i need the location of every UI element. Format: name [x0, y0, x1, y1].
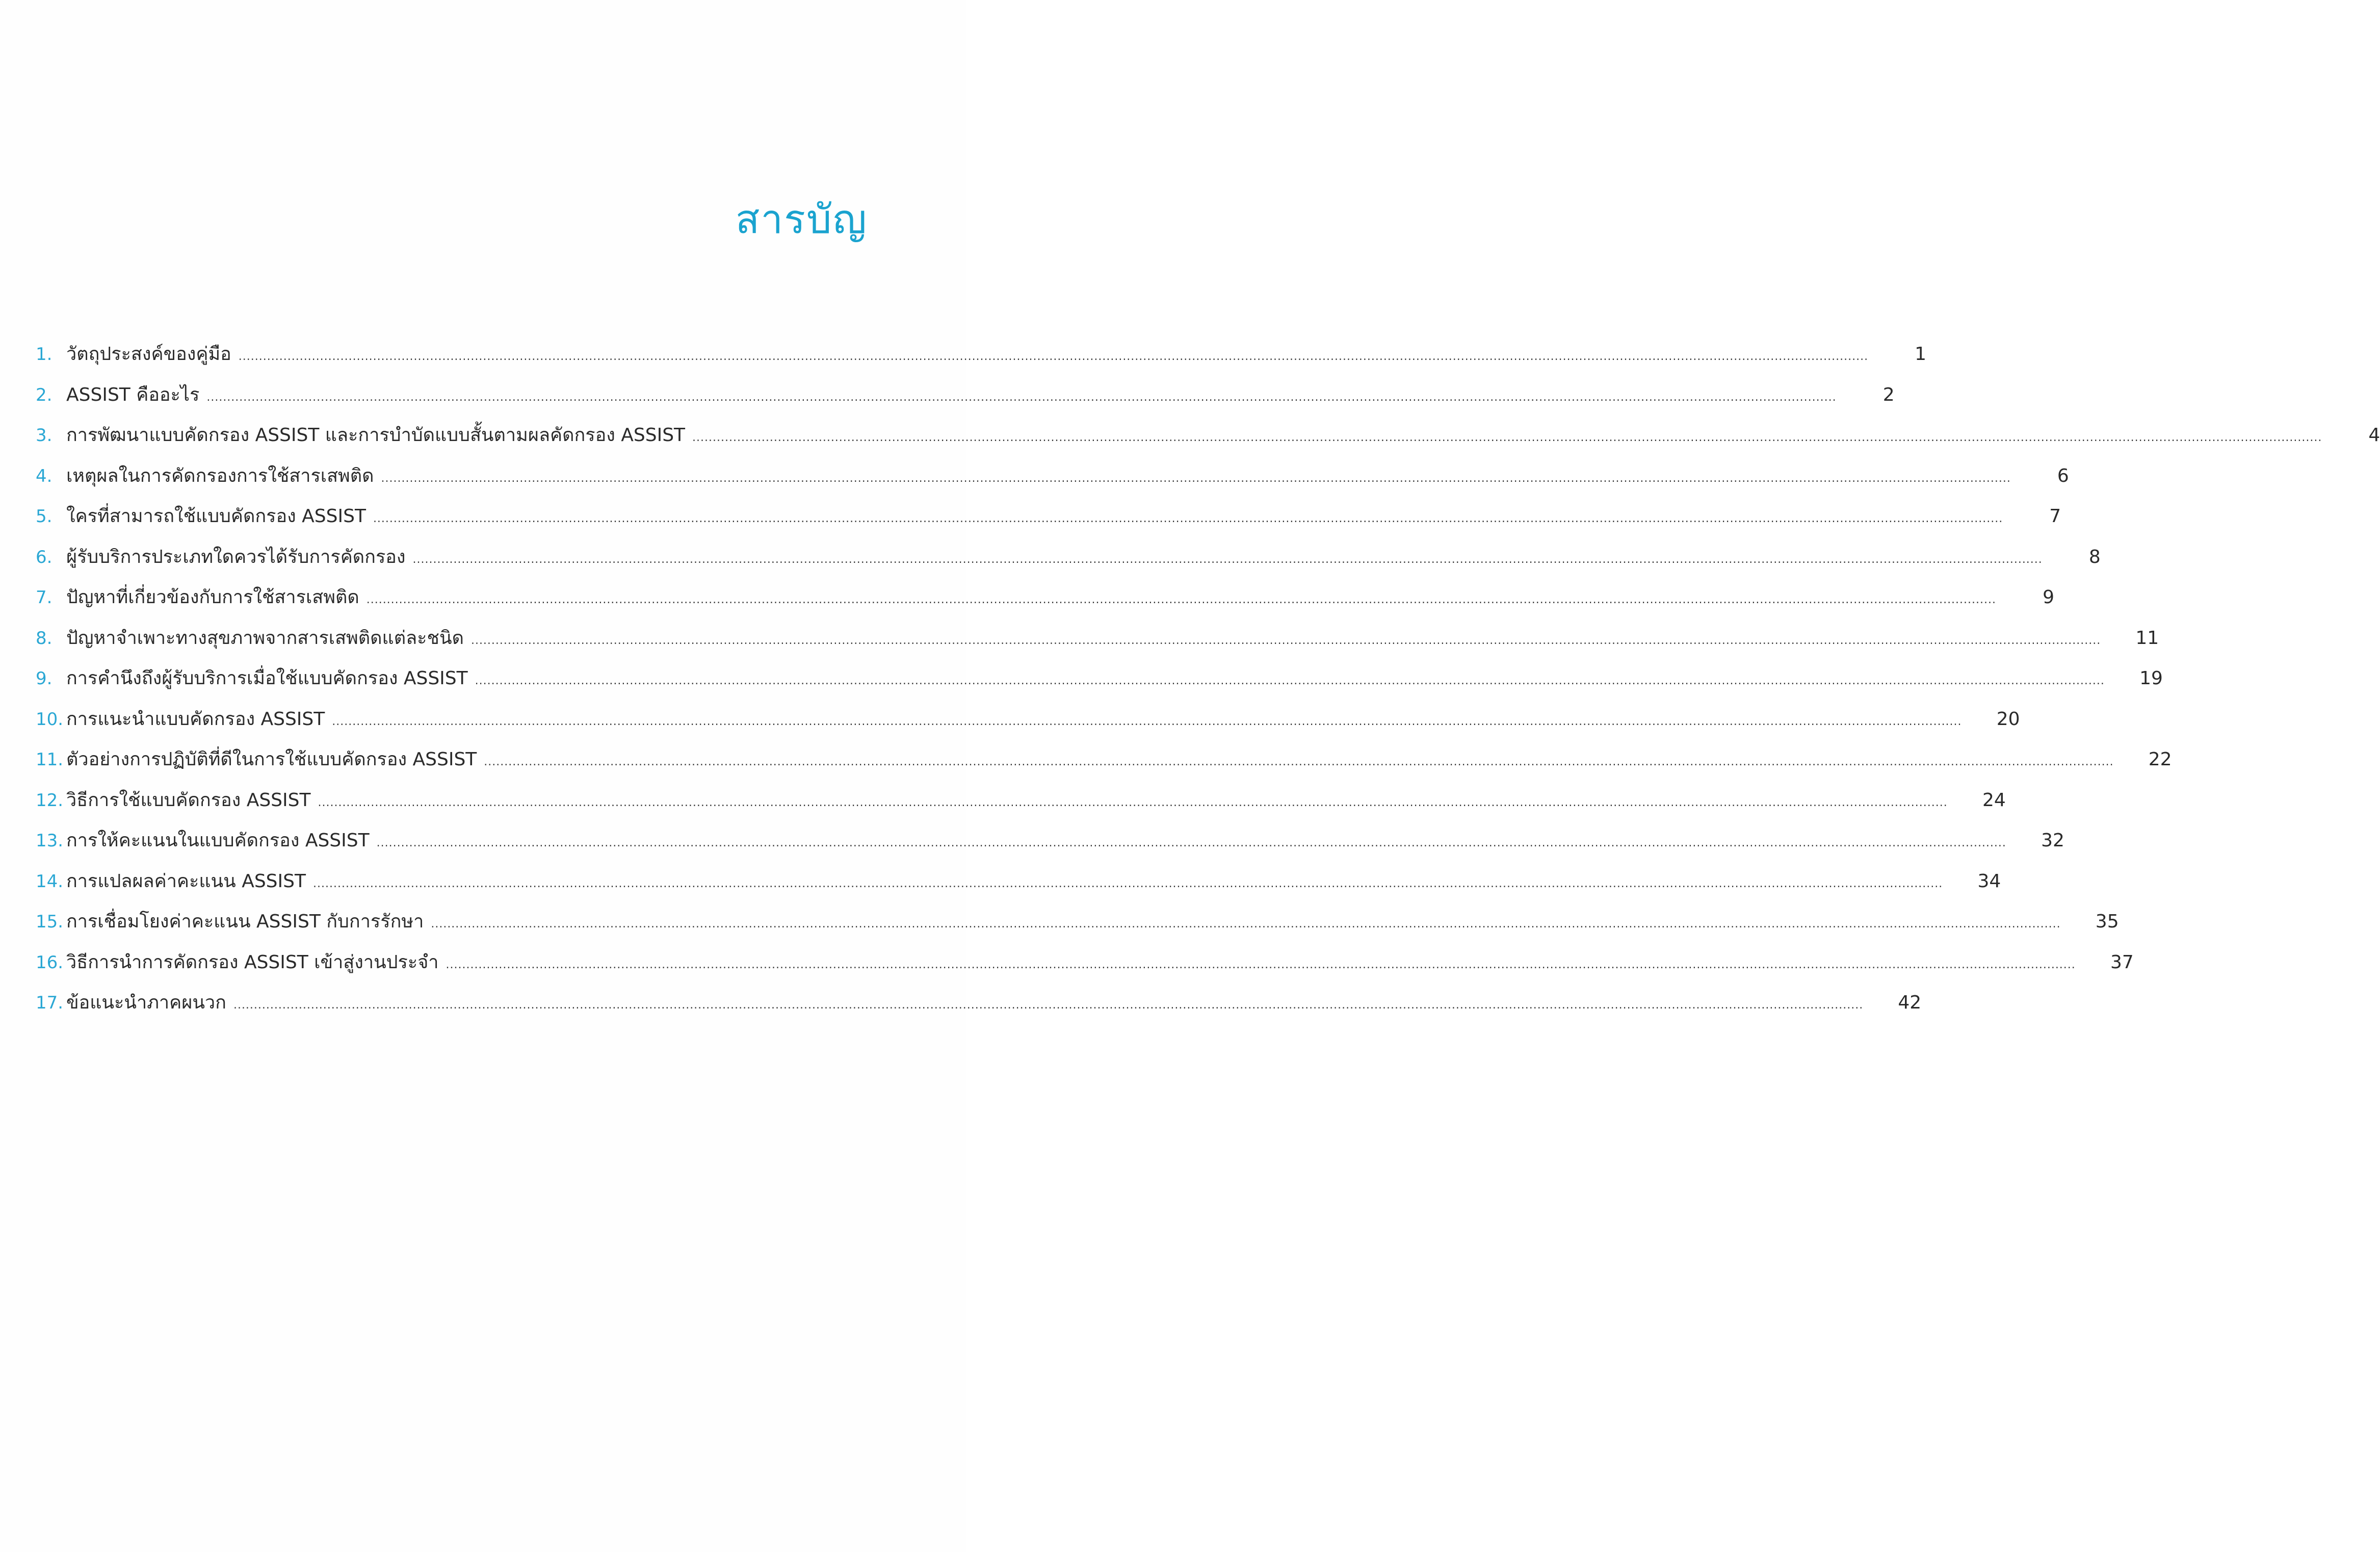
toc-entry [36, 456, 2069, 497]
toc-entry [36, 820, 2064, 861]
toc-entry [36, 375, 1895, 416]
toc-leader-dots: ................................................................................................................................................................................................................................................................................................................................................................................................................ [318, 796, 1948, 809]
toc-entry-number: 8. [36, 628, 53, 649]
toc-entry-page: 7 [2049, 506, 2061, 527]
toc-entry-number: 1. [36, 344, 53, 365]
toc-entry [36, 537, 2101, 578]
toc-leader-dots: ................................................................................................................................................................................................................................................................................................................................................................................................................ [692, 431, 2322, 444]
toc-entry-page: 11 [2135, 627, 2159, 649]
toc-leader-dots: ................................................................................................................................................................................................................................................................................................................................................................................................................ [373, 512, 2003, 525]
toc-entry [36, 780, 2006, 821]
toc-leader-dots: ................................................................................................................................................................................................................................................................................................................................................................................................................ [313, 877, 1943, 890]
toc-leader-dots: ................................................................................................................................................................................................................................................................................................................................................................................................................ [484, 756, 2114, 768]
toc-entry-title: การให้คะแนนในแบบคัดกรอง ASSIST [66, 830, 370, 851]
toc-entry [36, 861, 2001, 902]
toc-entry-number: 14. [36, 871, 64, 892]
toc-leader-dots: ................................................................................................................................................................................................................................................................................................................................................................................................................ [376, 837, 2006, 849]
toc-entry-title: ASSIST คืออะไร [66, 384, 200, 405]
toc-entry-page: 6 [2057, 465, 2069, 486]
toc-entry-number: 12. [36, 790, 64, 811]
toc-entry [36, 699, 2020, 740]
toc-leader-dots: ................................................................................................................................................................................................................................................................................................................................................................................................................ [238, 350, 1869, 363]
toc-entry [36, 658, 2163, 699]
toc-entry-number: 6. [36, 547, 53, 567]
toc-leader-dots: ................................................................................................................................................................................................................................................................................................................................................................................................................ [475, 675, 2105, 687]
toc-entry-title: วิธีการนำการคัดกรอง ASSIST เข้าสู่งานประจำ [66, 951, 439, 973]
toc-entry-page: 22 [2148, 749, 2172, 770]
toc-entry-title: การแปลผลค่าคะแนน ASSIST [66, 870, 306, 892]
toc-leader-dots: ................................................................................................................................................................................................................................................................................................................................................................................................................ [332, 715, 1962, 728]
toc-entry-number: 13. [36, 831, 64, 851]
toc-entry-page: 35 [2095, 911, 2119, 932]
toc-entry-title: ตัวอย่างการปฏิบัติที่ดีในการใช้แบบคัดกรอง ASSIST [66, 749, 477, 770]
toc-leader-dots: ................................................................................................................................................................................................................................................................................................................................................................................................................ [470, 634, 2101, 647]
toc-entry [36, 334, 1927, 375]
toc-entry-number: 3. [36, 425, 53, 446]
toc-entry [36, 496, 2061, 537]
toc-entry-title: วิธีการใช้แบบคัดกรอง ASSIST [66, 789, 311, 811]
toc-leader-dots: ................................................................................................................................................................................................................................................................................................................................................................................................................ [412, 553, 2043, 566]
toc-entry-number: 11. [36, 749, 64, 770]
toc-entry-page: 1 [1915, 344, 1927, 365]
toc-entry-number: 15. [36, 912, 64, 932]
page-title: สารบัญ [735, 197, 868, 243]
toc-entry-number: 9. [36, 668, 53, 689]
toc-entry-page: 20 [1996, 708, 2020, 730]
toc-entry-number: 5. [36, 506, 53, 527]
toc-entry-title: ข้อแนะนำภาคผนวก [66, 992, 226, 1013]
toc-entry-page: 8 [2088, 546, 2101, 567]
toc-entry-title: การเชื่อมโยงค่าคะแนน ASSIST กับการรักษา [66, 911, 424, 932]
toc-entry [36, 415, 2380, 456]
toc-entry-title: การพัฒนาแบบคัดกรอง ASSIST และการบำบัดแบบสั้นตามผลคัดกรอง ASSIST [66, 425, 686, 446]
toc-entry-title: ปัญหาที่เกี่ยวข้องกับการใช้สารเสพติด [66, 587, 359, 608]
toc-entry-number: 2. [36, 384, 53, 405]
toc-entry-page: 19 [2139, 668, 2163, 689]
toc-entry-page: 24 [1982, 789, 2006, 811]
toc-entry-page: 32 [2041, 830, 2064, 851]
toc-leader-dots: ................................................................................................................................................................................................................................................................................................................................................................................................................ [446, 958, 2076, 971]
toc-entry [36, 901, 2119, 942]
toc-entry [36, 618, 2159, 659]
toc-entry [36, 739, 2172, 780]
toc-leader-dots: ................................................................................................................................................................................................................................................................................................................................................................................................................ [381, 472, 2011, 485]
toc-entry-title: ปัญหาจำเพาะทางสุขภาพจากสารเสพติดแต่ละชนิด [66, 627, 464, 649]
toc-entry-number: 4. [36, 465, 53, 486]
toc-entry-page: 34 [1977, 870, 2001, 892]
toc-entry-title: การแนะนำแบบคัดกรอง ASSIST [66, 708, 325, 730]
toc-leader-dots: ................................................................................................................................................................................................................................................................................................................................................................................................................ [431, 918, 2061, 930]
toc-entry-page: 9 [2043, 587, 2054, 608]
toc-leader-dots: ................................................................................................................................................................................................................................................................................................................................................................................................................ [366, 593, 1996, 606]
toc-entry-number: 10. [36, 709, 64, 730]
toc-entry-page: 4 [2368, 425, 2380, 446]
toc-entry-number: 17. [36, 993, 64, 1013]
toc-entry-title: การคำนึงถึงผู้รับบริการเมื่อใช้แบบคัดกรอง ASSIST [66, 668, 468, 689]
toc-entry [36, 942, 2134, 983]
table-of-contents [36, 334, 2380, 1023]
toc-entry [36, 982, 1922, 1023]
toc-entry-title: ผู้รับบริการประเภทใดควรได้รับการคัดกรอง [66, 546, 406, 567]
toc-entry [36, 577, 2054, 618]
toc-leader-dots: ................................................................................................................................................................................................................................................................................................................................................................................................................ [233, 999, 1864, 1012]
toc-entry-number: 16. [36, 952, 64, 973]
toc-entry-page: 37 [2110, 951, 2134, 973]
toc-leader-dots: ................................................................................................................................................................................................................................................................................................................................................................................................................ [206, 391, 1837, 404]
toc-entry-page: 42 [1898, 992, 1922, 1013]
toc-entry-page: 2 [1882, 384, 1895, 405]
toc-entry-title: วัตถุประสงค์ของคู่มือ [66, 344, 231, 365]
toc-entry-title: ใครที่สามารถใช้แบบคัดกรอง ASSIST [66, 506, 366, 527]
toc-entry-number: 7. [36, 587, 53, 608]
toc-entry-title: เหตุผลในการคัดกรองการใช้สารเสพติด [66, 465, 374, 486]
